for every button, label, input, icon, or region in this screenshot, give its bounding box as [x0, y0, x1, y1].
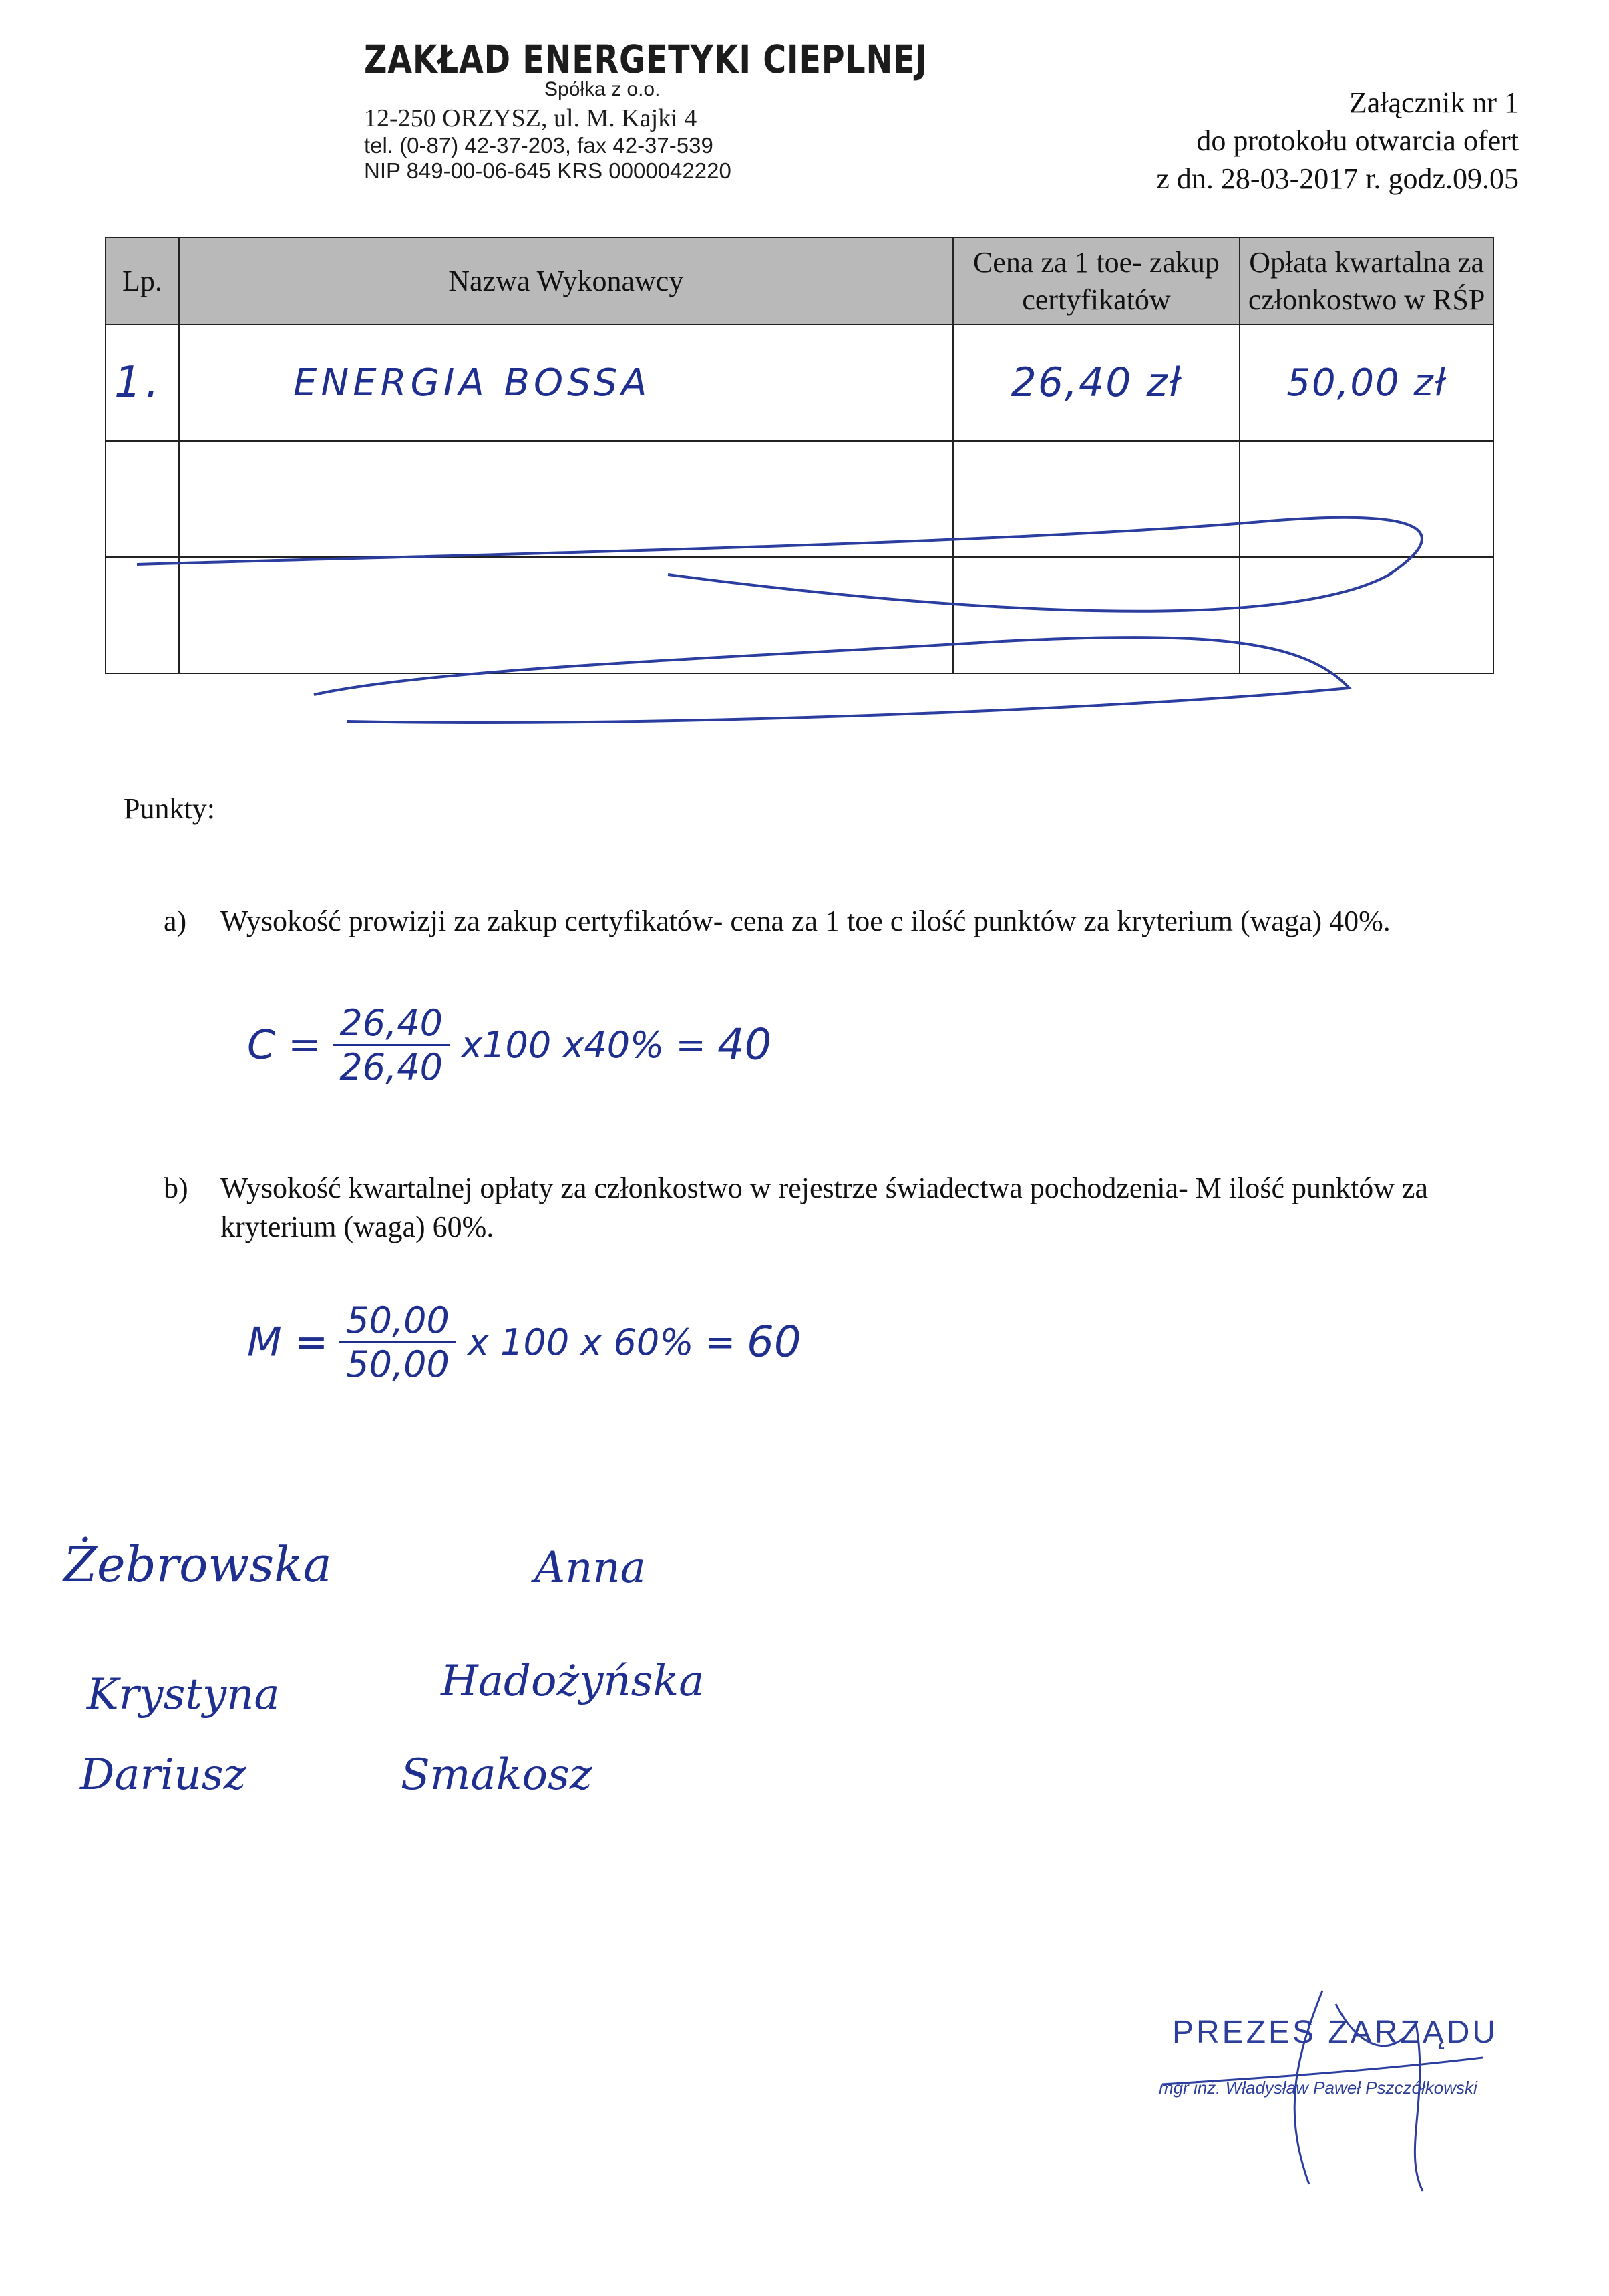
header-contractor-name: Nazwa Wykonawcy [179, 238, 953, 325]
signature-firstname-1: Anna [534, 1543, 646, 1593]
president-signature [1135, 1977, 1509, 2198]
formula-m-fraction [339, 1299, 456, 1385]
formula-c-result: 40 [717, 1020, 772, 1070]
signature-firstname-3: Dariusz [80, 1750, 246, 1800]
formula-m-numerator: 50,00 [339, 1299, 456, 1343]
company-type: Spółka z o.o. [544, 78, 661, 100]
signature-surname-2: Hadożyńska [441, 1657, 705, 1706]
formula-m-result: 60 [747, 1317, 801, 1367]
row-fee: 50,00 zł [1240, 325, 1493, 441]
formula-c-numerator: 26,40 [333, 1002, 450, 1046]
company-name: ZAKŁAD ENERGETYKI CIEPLNEJ [364, 37, 928, 82]
formula-c [247, 1002, 771, 1088]
attachment-date: z dn. 28-03-2017 r. godz.09.05 [1156, 162, 1519, 195]
criterion-b [164, 1169, 1486, 1247]
criterion-a [164, 902, 1486, 941]
formula-c-var: C = [247, 1021, 322, 1069]
formula-m-var: M = [247, 1319, 329, 1366]
header-lp: Lp. [106, 238, 179, 325]
criterion-a-text: Wysokość prowizji za zakup certyfikatów- cena za 1 toe c ilość punktów za kryterium (waga) 40%. [220, 905, 1391, 937]
company-phone: tel. (0-87) 42-37-203, fax 42-37-539 [364, 133, 713, 158]
signature-surname-1: Żebrowska [63, 1536, 332, 1593]
attachment-number: Załącznik nr 1 [1349, 86, 1519, 119]
row-contractor-name: ENERGIA BOSSA [179, 325, 953, 441]
criterion-a-label: a) [164, 905, 187, 937]
row-lp: 1. [106, 325, 179, 441]
points-heading: Punkty: [124, 792, 215, 825]
formula-m-multipliers: x 100 x 60% = [468, 1321, 735, 1363]
company-ids: NIP 849-00-06-645 KRS 0000042220 [364, 158, 731, 183]
president-name: mgr inż. Władysław Paweł Pszczółkowski [1159, 2078, 1477, 2098]
header-price: Cena za 1 toe- zakup certyfikatów [953, 238, 1240, 325]
row-price: 26,40 zł [953, 325, 1240, 441]
formula-c-fraction [333, 1002, 450, 1088]
criterion-b-label: b) [164, 1172, 188, 1204]
signature-firstname-2: Krystyna [87, 1670, 280, 1719]
signature-surname-3: Smakosz [401, 1750, 592, 1800]
formula-m-denominator: 50,00 [346, 1343, 450, 1385]
attachment-subject: do protokołu otwarcia ofert [1196, 124, 1519, 157]
formula-c-denominator: 26,40 [339, 1046, 443, 1088]
criterion-b-text: Wysokość kwartalnej opłaty za członkostwo w rejestrze świadectwa pochodzenia- M ilość punktów za kryterium (waga) 60%. [220, 1172, 1429, 1243]
header-quarterly-fee: Opłata kwartalna za członkostwo w RŚP [1240, 238, 1493, 325]
president-title: PREZES ZARZĄDU [1172, 2015, 1499, 2050]
formula-m [247, 1299, 801, 1385]
company-address: 12-250 ORZYSZ, ul. M. Kajki 4 [364, 104, 697, 132]
strike-through-scribble [0, 0, 1609, 802]
formula-c-multipliers: x100 x40% = [461, 1024, 706, 1066]
